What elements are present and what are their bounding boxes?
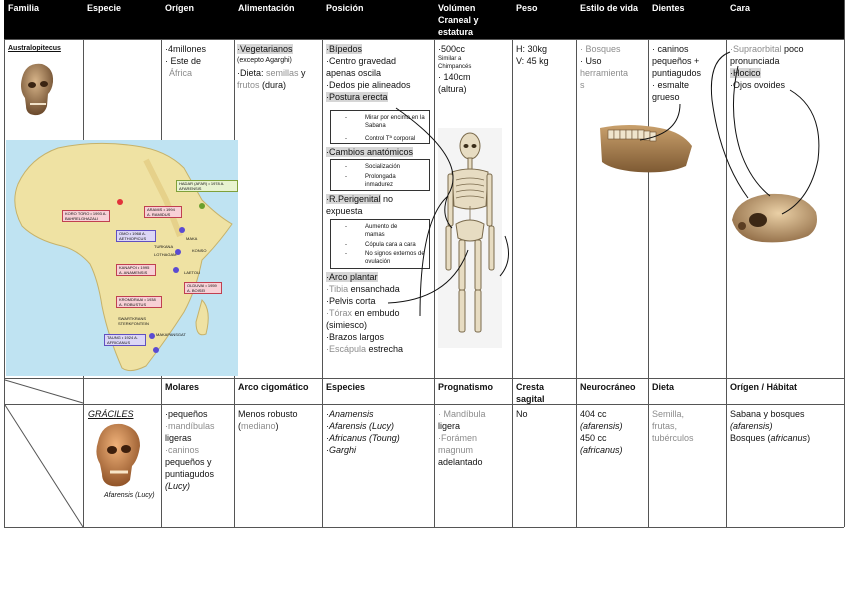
arco-mediano: mediano: [241, 421, 276, 431]
arco-cell: [238, 408, 298, 432]
arco-paren-close: ): [275, 421, 279, 431]
header-volumen: Volúmen Craneal y estatura: [434, 0, 513, 39]
skeleton-image: [438, 128, 502, 348]
molares-6: puntiagudos: [165, 469, 215, 479]
subbox3-dash-1: -: [345, 224, 347, 230]
dieta-2: frutas,: [652, 421, 678, 431]
especies-cell: [326, 408, 400, 456]
pos-rper-no: no: [380, 194, 394, 204]
map-label-koro-toro: KORO TORO • 1993 A. BAHRELGHAZALI: [62, 210, 110, 222]
header-origen: Orígen: [161, 0, 235, 39]
pos-torax-embudo: en embudo: [352, 308, 400, 318]
pos-rper: ·R.Perigenital: [326, 194, 381, 204]
header2-arco: Arco cigomático: [238, 382, 309, 392]
pos-escapula-estrecha: estrecha: [366, 344, 404, 354]
familia-label: Australopitecus: [8, 45, 61, 52]
subbox3-item-2: Cópula cara a cara: [365, 242, 416, 248]
vol-similar: Similar a: [438, 56, 462, 62]
alim-excepto: (excepto Agarghi): [237, 57, 292, 64]
map-label-konso: KONSO: [192, 248, 207, 253]
subbox3-item-3: No signos externos de ovulación: [365, 251, 425, 265]
arco-paren-open: (: [238, 421, 241, 431]
pos-cambios-wrap: [326, 146, 413, 158]
header-alimentacion: Alimentación: [234, 0, 323, 39]
arco-1: Menos robusto: [238, 409, 298, 419]
dieta-1: Semilla,: [652, 409, 685, 419]
neuro-4: (africanus): [580, 445, 623, 455]
map-label-taung: TAUNG • 1924 A. AFRICANUS: [104, 334, 146, 346]
habitat-2: (afarensis): [730, 421, 773, 431]
subbox1-dash-2: -: [345, 136, 347, 142]
australopithecus-skull-image: [16, 60, 56, 120]
header2-cresta: Cresta sagital: [516, 382, 545, 404]
alim-y: y: [298, 68, 306, 78]
subbox2-dash-1: -: [345, 164, 347, 170]
progn-3: ·Forámen: [438, 433, 478, 443]
cara-ojos: ·Ojos ovoides: [730, 80, 786, 90]
postura-subbox: [330, 110, 430, 144]
header2-neurocraneo: Neurocráneo: [580, 382, 636, 392]
neuro-cell: [580, 408, 623, 456]
especies-3: ·Africanus (Toung): [326, 433, 400, 443]
alimentacion-cell: [237, 43, 321, 91]
header-estilo: Estilo de vida: [576, 0, 649, 39]
progn-1: · Mandíbula: [438, 409, 486, 419]
header2-molares: Molares: [165, 382, 200, 392]
map-label-swartkrans: SWARTKRANS STERKFONTEIN: [118, 316, 149, 326]
vol-chimpances: Chimpancés: [438, 64, 472, 70]
habitat-3a: Bosques (: [730, 433, 771, 443]
map-label-kromdraai: KROMDRAAI • 1938 A. ROBUSTUS: [116, 296, 162, 308]
header-cara: Cara: [726, 0, 844, 39]
neuro-1: 404 cc: [580, 409, 607, 419]
subbox2-dash-2: -: [345, 174, 347, 180]
habitat-1: Sabana y bosques: [730, 409, 805, 419]
neuro-3: 450 cc: [580, 433, 607, 443]
header-familia: Familia: [4, 0, 84, 39]
header2-prognatismo: Prognatismo: [438, 382, 494, 392]
map-label-omo: OMO • 1968 A. AETHIOPICUS: [116, 230, 156, 242]
peso-cell: [516, 43, 549, 67]
pos-arco: ·Arco plantar: [326, 272, 378, 282]
cara-pronunciada: pronunciada: [730, 56, 780, 66]
molares-3: ligeras: [165, 433, 192, 443]
estilo-bosques: · Bosques: [580, 44, 621, 54]
pos-torax-simiesco: (simiesco): [326, 320, 368, 330]
progn-2: ligera: [438, 421, 461, 431]
peso-v: V: 45 kg: [516, 56, 549, 66]
posicion-cell: [326, 43, 434, 103]
map-label-olduvai: OLDUVAI • 1959 A. BOISEI: [184, 282, 222, 294]
origen-line-2: · Este de: [165, 56, 202, 66]
header-peso: Peso: [512, 0, 577, 39]
molares-cell: [165, 408, 215, 492]
progn-4: magnum: [438, 445, 474, 455]
molares-1: ·pequeños: [165, 409, 208, 419]
subbox1-dash-1: -: [345, 115, 347, 121]
pos-tibia-ensanchada: ensanchada: [348, 284, 400, 294]
alim-dieta: ·Dieta:: [237, 68, 267, 78]
estilo-s: s: [580, 80, 585, 90]
rper-subbox: [330, 219, 430, 269]
header-posicion: Posición: [322, 0, 435, 39]
cara-cell: [730, 43, 844, 91]
afarensis-skull-image: [90, 420, 144, 490]
subbox1-item-2: Control Tª corporal: [365, 136, 416, 142]
dientes-2: pequeños +: [652, 56, 700, 66]
volumen-cell: [438, 43, 512, 95]
origen-line-1: ·4millones: [165, 44, 207, 54]
pos-postura: ·Postura erecta: [326, 92, 388, 102]
progn-5: adelantado: [438, 457, 483, 467]
origen-line-3: África: [169, 68, 193, 78]
origen-cell: [165, 43, 206, 79]
cresta-cell: No: [516, 409, 528, 419]
pos-cambios: ·Cambios anatómicos: [326, 147, 414, 157]
map-label-aramis: ARAMIS • 1994 A. RAMIDUS: [144, 206, 182, 218]
jaw-image: [598, 122, 694, 174]
pos-centro-1: ·Centro gravedad: [326, 56, 397, 66]
subbox2-item-1: Socialización: [365, 164, 401, 170]
estilo-herramienta: herramienta: [580, 68, 629, 78]
dientes-1: · caninos: [652, 44, 689, 54]
pos-tibia: ·Tibia: [326, 284, 349, 294]
skull-side-image: [728, 190, 820, 246]
pos-rper-wrap: [326, 193, 434, 217]
prognatismo-cell: [438, 408, 486, 468]
afarensis-caption: Afarensis (Lucy): [104, 492, 155, 499]
dientes-3: puntiagudos: [652, 68, 702, 78]
molares-2: ·mandíbulas: [165, 421, 215, 431]
alim-frutos: frutos: [237, 80, 260, 90]
cara-hocico: ·Hocico: [730, 68, 761, 78]
vol-500cc: ·500cc: [438, 44, 466, 54]
pos-dedos: ·Dedos pie alineados: [326, 80, 411, 90]
especies-2: ·Afarensis (Lucy): [326, 421, 395, 431]
header-dientes: Dientes: [648, 0, 727, 39]
estilo-cell: [580, 43, 628, 91]
vol-altura: (altura): [438, 84, 467, 94]
cara-supraorbital: ·Supraorbital: [730, 44, 782, 54]
map-label-makapansgat: MAKAPANSGAT: [156, 332, 186, 337]
map-label-lothagam: LOTHAGAM: [154, 252, 177, 257]
dientes-cell: [652, 43, 701, 103]
subbox3-dash-3: -: [345, 251, 347, 257]
alim-vegetarianos: ·Vegetarianos: [237, 44, 293, 54]
map-label-turkana: TURKANA: [154, 244, 174, 249]
estilo-uso: · Uso: [580, 56, 602, 66]
dientes-4: · esmalte: [652, 80, 690, 90]
subbox2-item-2: Prolongada inmadurez: [365, 174, 396, 188]
header2-habitat: Orígen / Hábitat: [730, 382, 798, 392]
subbox3-item-1: Aumento de mamas: [365, 224, 398, 238]
peso-h: H: 30kg: [516, 44, 548, 54]
dientes-5: grueso: [652, 92, 680, 102]
especies-4: ·Garghi: [326, 445, 357, 455]
cara-poco: poco: [781, 44, 804, 54]
pos-brazos: ·Brazos largos: [326, 332, 385, 342]
pos-lower: [326, 271, 434, 355]
alim-dura: (dura): [259, 80, 287, 90]
habitat-3c: ): [807, 433, 811, 443]
especies-1: ·Anamensis: [326, 409, 374, 419]
neuro-2: (afarensis): [580, 421, 623, 431]
map-label-maka: MAKA: [186, 236, 198, 241]
vol-140cm: · 140cm: [438, 72, 471, 82]
subbox3-dash-2: -: [345, 242, 347, 248]
header2-especies: Especies: [326, 382, 366, 392]
dieta-cell: [652, 408, 694, 444]
cambios-subbox: [330, 159, 430, 191]
habitat-cell: [730, 408, 810, 444]
alim-semillas: semillas: [266, 68, 299, 78]
map-label-laetoli: LAETOLI: [184, 270, 201, 275]
africa-map: [6, 140, 238, 376]
subbox1-item-1: Mirar por encima en la Sabana: [365, 115, 425, 129]
pos-pelvis: ·Pelvis corta: [326, 296, 376, 306]
molares-7: (Lucy): [165, 481, 191, 491]
header2-dieta: Dieta: [652, 382, 675, 392]
pos-bipedos: ·Bípedos: [326, 44, 363, 54]
pos-escapula: ·Escápula: [326, 344, 367, 354]
pos-centro-2: apenas oscila: [326, 68, 382, 78]
pos-torax: ·Tórax: [326, 308, 353, 318]
pos-rper-expuesta: expuesta: [326, 206, 363, 216]
habitat-3b: africanus: [770, 433, 808, 443]
molares-5: pequeños y: [165, 457, 212, 467]
molares-4: ·caninos: [165, 445, 200, 455]
graciles-label: GRÁCILES: [88, 409, 134, 419]
header-especie: Especie: [83, 0, 162, 39]
dieta-3: tubérculos: [652, 433, 694, 443]
map-label-hadar: HADAR (AFAR) • 1978 A. AFARENSIS: [176, 180, 238, 192]
map-label-kanapoi: KANAPOI • 1995 A. ANAMENSIS: [116, 264, 156, 276]
